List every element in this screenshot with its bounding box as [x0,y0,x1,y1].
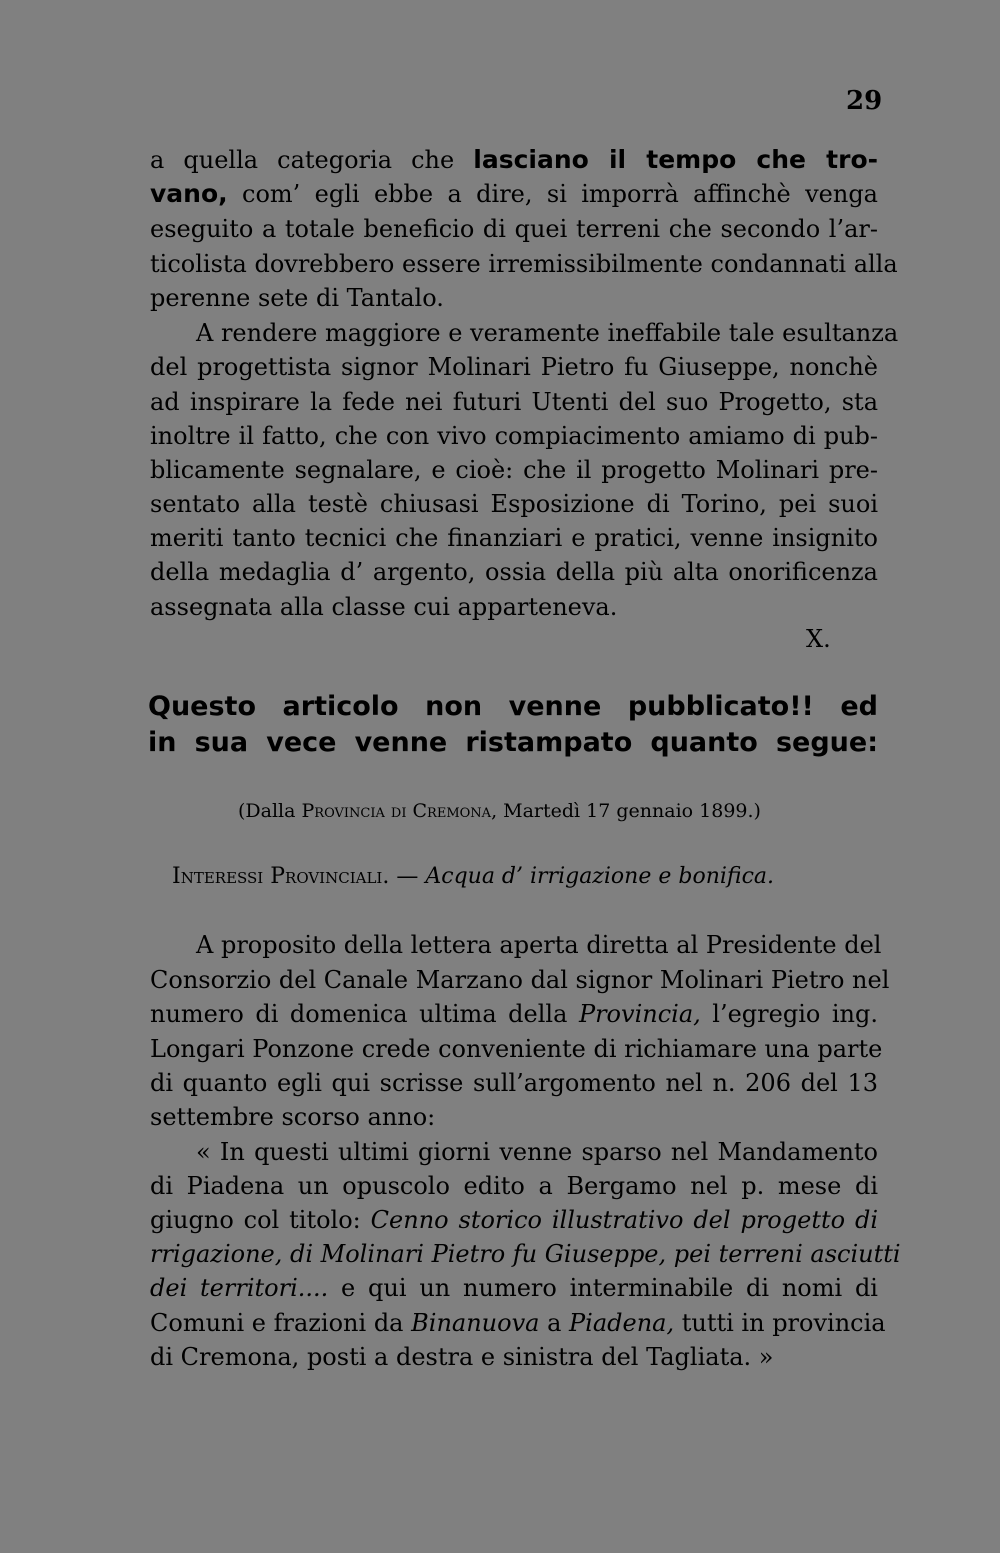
text-line: Comuni e frazioni da Binanuova a Piadena, tutti in provincia [150,1309,886,1337]
text-line: Consorzio del Canale Marzano dal signor Molinari Pietro nel [150,966,890,994]
text-line: di Cremona, posti a destra e sinistra del Tagliata. » [150,1343,774,1371]
text-line: vano, com’ egli ebbe a dire, si imporrà affinchè venga [150,179,878,208]
text-line: A rendere maggiore e veramente ineffabile tale esultanza [196,319,899,347]
text-line: blicamente segnalare, e cioè: che il progetto Molinari pre- [150,456,878,484]
text-line: a quella categoria che lasciano il tempo che tro- [150,145,878,174]
text-line: Longari Ponzone crede conveniente di richiamare una parte [150,1035,883,1063]
page-number: 29 [846,86,883,116]
text-line: inoltre il fatto, che con vivo compiacimento amiamo di pub- [150,422,878,450]
notice-line: Questo articolo non venne pubblicato!! ed [148,691,878,722]
text-line: ticolista dovrebbero essere irremissibilmente condannati alla [150,250,898,278]
text-line: del progettista signor Molinari Pietro fu Giuseppe, nonchè [150,353,878,381]
emphasis-text: vano, [150,179,228,208]
text-line: A proposito della lettera aperta diretta al Presidente del [196,931,882,959]
text-line: settembre scorso anno: [150,1103,436,1131]
text-line: della medaglia d’ argento, ossia della più alta onorificenza [150,558,878,586]
heading-label: Interessi Provinciali. [172,864,390,889]
article-heading: Interessi Provinciali. — Acqua d’ irrigazione e bonifica. [172,864,775,889]
text-line: di quanto egli qui scrisse sull’argomento nel n. 206 del 13 [150,1069,878,1097]
text-line: assegnata alla classe cui apparteneva. [150,593,618,621]
newspaper-name: Provincia di Cremona [301,800,492,822]
text-line: sentato alla testè chiusasi Esposizione di Torino, pei suoi [150,490,878,518]
notice-line: in sua vece venne ristampato quanto segue: [148,727,878,758]
text-line: dei territori.... e qui un numero interminabile di nomi di [150,1274,878,1302]
text-line: perenne sete di Tantalo. [150,284,444,312]
text-line: di Piadena un opuscolo edito a Bergamo nel p. mese di [150,1172,878,1200]
text-line: rrigazione, di Molinari Pietro fu Giuseppe, pei terreni asciutti [150,1240,901,1268]
text-line: numero di domenica ultima della Provincia, l’egregio ing. [150,1000,879,1028]
text-line: eseguito a totale beneficio di quei terreni che secondo l’ar- [150,215,878,243]
text-line: « In questi ultimi giorni venne sparso nel Mandamento [196,1138,878,1166]
section-number: X. [806,625,831,653]
text-line: ad inspirare la fede nei futuri Utenti del suo Progetto, sta [150,388,878,416]
text-line: meriti tanto tecnici che finanziari e pratici, venne insignito [150,524,878,552]
text-line: giugno col titolo: Cenno storico illustrativo del progetto di [150,1206,878,1234]
emphasis-text: lasciano il tempo che tro- [473,145,878,174]
heading-title: Acqua d’ irrigazione e bonifica. [425,864,775,889]
source-citation: (Dalla Provincia di Cremona, Martedì 17 gennaio 1899.) [238,800,761,822]
